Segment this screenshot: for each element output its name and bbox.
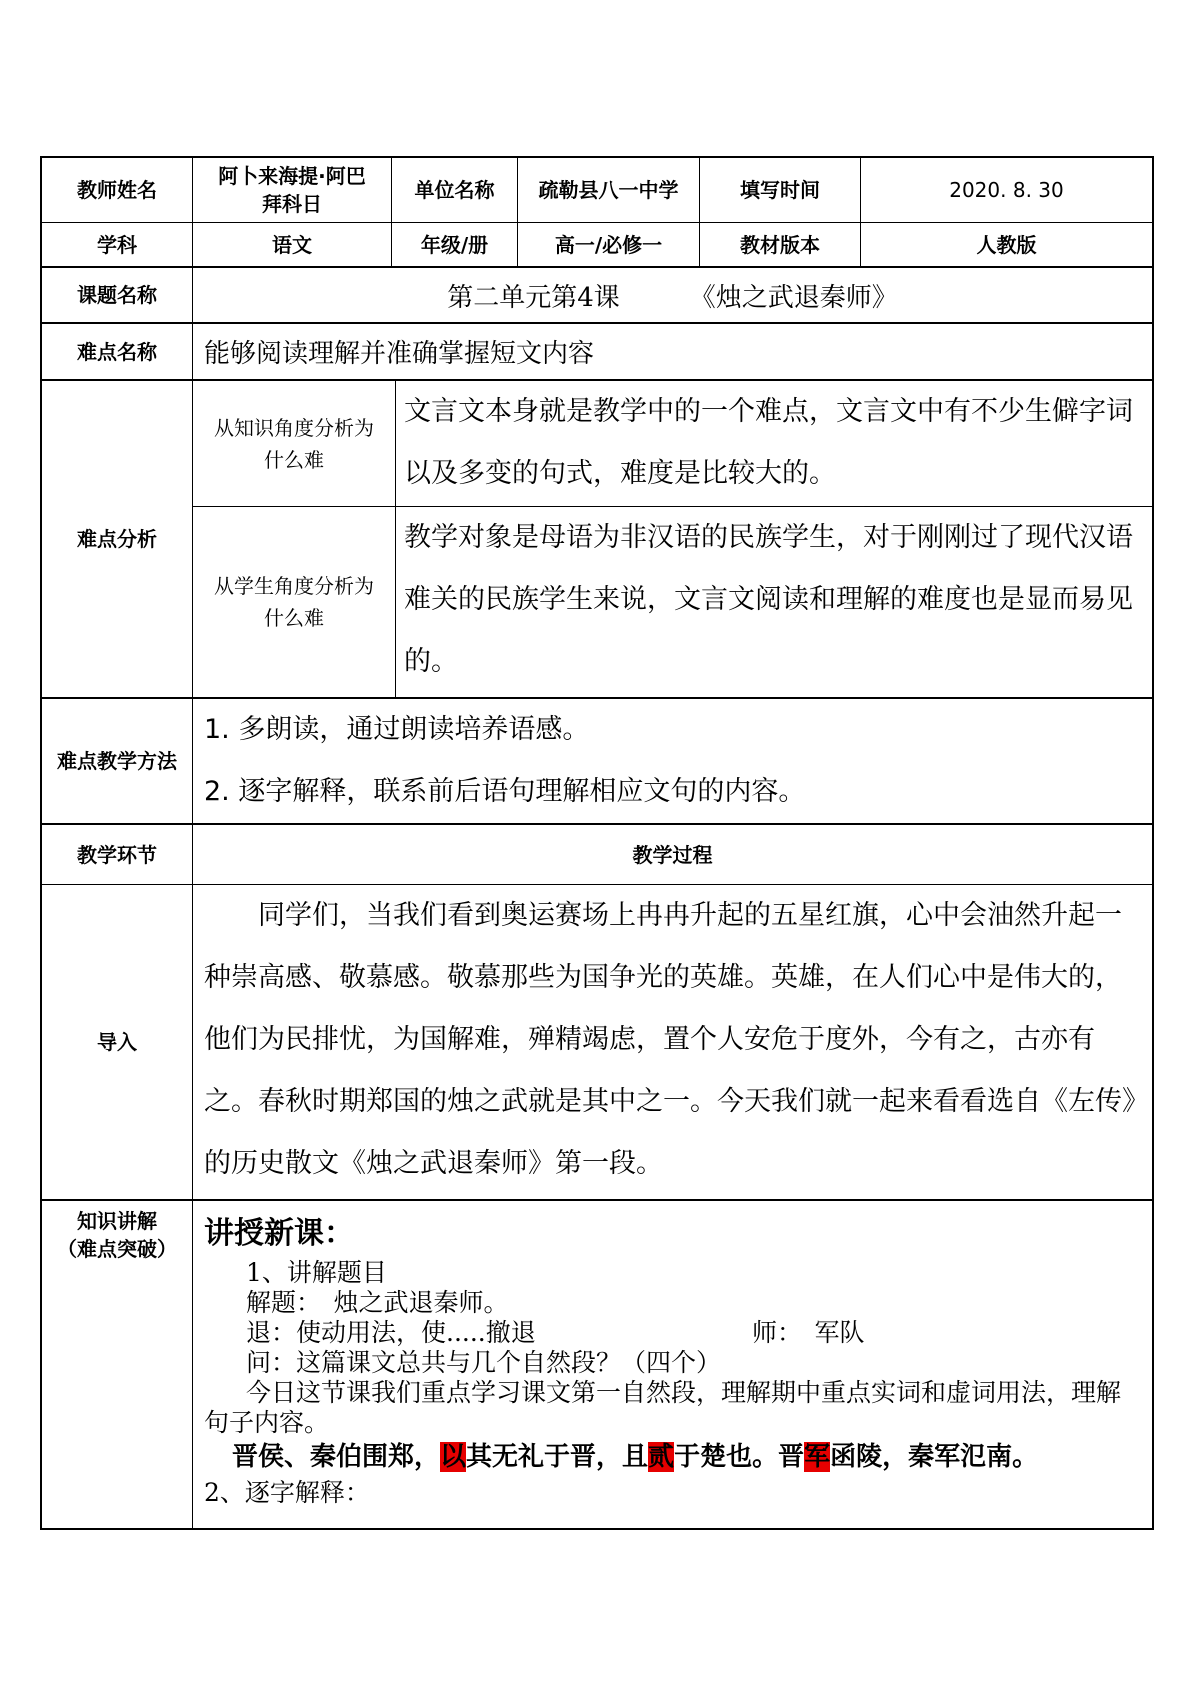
grade-value: 高一/必修一 <box>554 232 663 257</box>
edition-value: 人教版 <box>976 232 1037 257</box>
date-label: 填写时间 <box>740 178 820 202</box>
quote-highlight: 军 <box>804 1442 831 1472</box>
quote-highlight: 贰 <box>648 1442 675 1472</box>
subject-label: 学科 <box>97 232 137 257</box>
lecture-tui: 退：使动用法，使.....撤退 <box>246 1318 536 1347</box>
lecture-step2: 2、逐字解释： <box>204 1478 370 1507</box>
topic-label: 课题名称 <box>77 283 157 307</box>
lesson-plan-table <box>40 156 1154 1530</box>
lecture-tui-row <box>204 1318 1144 1348</box>
method-item: 2. 逐字解释，联系前后语句理解相应文句的内容。 <box>204 776 806 807</box>
student-angle-text: 教学对象是母语为非汉语的民族学生，对于刚刚过了现代汉语难关的民族学生来说，文言文阅读和理解的难度也是显而易见的。 <box>404 522 1133 677</box>
teacher-name: 阿卜来海提·阿巴拜科日 <box>218 164 366 216</box>
lecture-heading: 讲授新课： <box>204 1216 354 1251</box>
lecture-label: 知识讲解 （难点突破） <box>57 1209 177 1261</box>
lecture-quote <box>204 1440 1144 1474</box>
grade-label: 年级/册 <box>420 232 489 257</box>
intro-text: 同学们，当我们看到奥运赛场上冉冉升起的五星红旗，心中会油然升起一种崇高感、敬慕感。敬慕那些为国争光的英雄。英雄，在人们心中是伟大的，他们为民排忧，为国解难，殚精竭虑，置个人安危于度外，今有之，古亦有之。春秋时期郑国的烛之武就是其中之一。今天我们就一起来看看选自《左传》的历史散文《烛之武退秦师》第一段。 <box>204 900 1136 1179</box>
unit-name: 疏勒县八一中学 <box>538 178 679 202</box>
topic-unit: 第二单元第4课 <box>447 282 620 313</box>
date-value: 2020. 8. 30 <box>949 178 1064 202</box>
knowledge-angle-text: 文言文本身就是教学中的一个难点，文言文中有不少生僻字词以及多变的句式，难度是比较大的。 <box>404 396 1133 489</box>
quote-part: 晋侯、秦伯围郑， <box>232 1442 441 1472</box>
knowledge-angle-label: 从知识角度分析为什么难 <box>214 415 374 472</box>
method-label: 难点教学方法 <box>57 749 177 773</box>
teacher-label: 教师姓名 <box>77 178 157 202</box>
analysis-label: 难点分析 <box>77 527 157 551</box>
edition-label: 教材版本 <box>740 232 820 257</box>
lecture-step1: 1、讲解题目 <box>246 1258 387 1287</box>
process-label: 教学过程 <box>632 842 713 867</box>
stage-label: 教学环节 <box>77 842 157 867</box>
row-divider <box>42 1199 1152 1201</box>
subject-value: 语文 <box>272 232 312 257</box>
difficulty-value: 能够阅读理解并准确掌握短文内容 <box>204 339 595 369</box>
quote-part: 其无礼于晋，且 <box>466 1442 649 1472</box>
topic-title <box>193 268 1152 322</box>
student-angle-label: 从学生角度分析为什么难 <box>214 574 374 630</box>
quote-highlight: 以 <box>440 1442 467 1472</box>
intro-label: 导入 <box>97 1030 137 1054</box>
difficulty-label: 难点名称 <box>77 339 157 364</box>
lecture-body <box>204 1258 1144 1508</box>
method-item: 1. 多朗读，通过朗读培养语感。 <box>204 714 590 745</box>
lecture-jieti: 解题： 烛之武退秦师。 <box>246 1288 509 1317</box>
column-divider <box>395 379 396 697</box>
quote-part: 于楚也。晋 <box>674 1442 805 1472</box>
unit-label: 单位名称 <box>414 178 495 202</box>
quote-part: 函陵，秦军氾南。 <box>830 1442 1039 1472</box>
topic-lesson-title: 《烛之武退秦师》 <box>689 282 898 313</box>
lecture-shi: 师： 军队 <box>752 1318 865 1347</box>
lecture-focus: 今日这节课我们重点学习课文第一自然段，理解期中重点实词和虚词用法，理解句子内容。 <box>204 1378 1122 1437</box>
lecture-question: 问：这篇课文总共与几个自然段？（四个） <box>246 1348 722 1377</box>
